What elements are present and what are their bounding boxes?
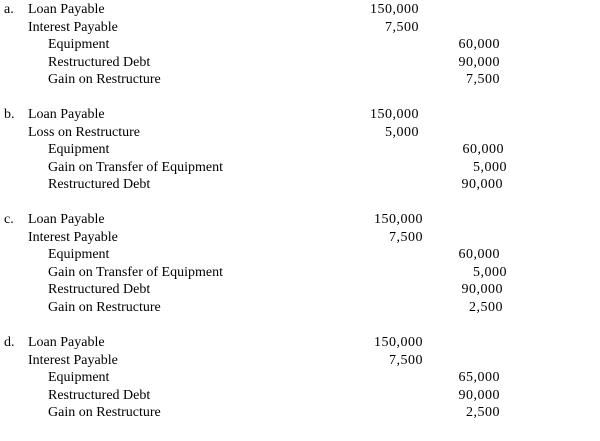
entry-row xyxy=(0,1,600,18)
credit-amount: 5,000 xyxy=(473,159,507,175)
credit-account: Gain on Restructure xyxy=(48,72,161,87)
debit-amount: 150,000 xyxy=(374,335,423,350)
entry-row xyxy=(0,352,600,369)
debit-amount: 150,000 xyxy=(374,212,423,227)
credit-amount: 90,000 xyxy=(461,177,503,192)
entry-row xyxy=(0,159,600,176)
credit-account: Gain on Transfer of Equipment xyxy=(48,264,223,280)
entry-row xyxy=(0,246,600,263)
debit-account: Loss on Restructure xyxy=(28,124,140,140)
credit-amount: 5,000 xyxy=(473,264,507,280)
debit-amount: 7,500 xyxy=(385,19,419,35)
debit-amount: 150,000 xyxy=(370,2,419,17)
option-letter: d. xyxy=(4,335,15,350)
option-letter: c. xyxy=(4,212,14,227)
credit-account: Restructured Debt xyxy=(48,387,151,403)
entry-row xyxy=(0,334,600,351)
credit-amount: 65,000 xyxy=(458,370,500,385)
entry-row xyxy=(0,36,600,53)
entry-row xyxy=(0,211,600,228)
credit-amount: 90,000 xyxy=(458,54,500,70)
entry-row xyxy=(0,264,600,281)
debit-account: Loan Payable xyxy=(28,107,105,122)
debit-amount: 150,000 xyxy=(370,107,419,122)
credit-amount: 60,000 xyxy=(458,247,500,262)
debit-account: Interest Payable xyxy=(28,352,118,368)
credit-amount: 60,000 xyxy=(462,142,504,157)
credit-account: Restructured Debt xyxy=(48,54,151,70)
entry-row xyxy=(0,124,600,141)
credit-account: Equipment xyxy=(48,247,110,262)
entry-row xyxy=(0,404,600,421)
credit-amount: 60,000 xyxy=(458,37,500,52)
entry-row xyxy=(0,71,600,88)
credit-account: Equipment xyxy=(48,37,110,52)
debit-account: Loan Payable xyxy=(28,2,105,17)
debit-account: Loan Payable xyxy=(28,212,105,227)
credit-account: Restructured Debt xyxy=(48,177,151,192)
debit-account: Interest Payable xyxy=(28,229,118,245)
entry-row xyxy=(0,106,600,123)
credit-amount: 2,500 xyxy=(469,299,503,315)
entry-row xyxy=(0,19,600,36)
debit-amount: 7,500 xyxy=(389,229,423,245)
entry-row xyxy=(0,229,600,246)
credit-account: Equipment xyxy=(48,370,110,385)
credit-amount: 90,000 xyxy=(458,387,500,403)
credit-account: Gain on Restructure xyxy=(48,299,161,315)
credit-account: Gain on Restructure xyxy=(48,405,161,420)
credit-amount: 7,500 xyxy=(466,72,500,87)
credit-amount: 90,000 xyxy=(461,282,503,297)
option-letter: a. xyxy=(4,2,14,17)
credit-amount: 2,500 xyxy=(466,405,500,420)
entry-row xyxy=(0,369,600,386)
debit-amount: 7,500 xyxy=(389,352,423,368)
entry-row xyxy=(0,176,600,193)
option-letter: b. xyxy=(4,107,15,122)
entry-row xyxy=(0,141,600,158)
entry-row xyxy=(0,387,600,404)
credit-account: Restructured Debt xyxy=(48,282,151,297)
entry-row xyxy=(0,299,600,316)
entry-row xyxy=(0,281,600,298)
credit-account: Equipment xyxy=(48,142,110,157)
debit-account: Interest Payable xyxy=(28,19,118,35)
entry-row xyxy=(0,54,600,71)
credit-account: Gain on Transfer of Equipment xyxy=(48,159,223,175)
debit-account: Loan Payable xyxy=(28,335,105,350)
debit-amount: 5,000 xyxy=(385,124,419,140)
